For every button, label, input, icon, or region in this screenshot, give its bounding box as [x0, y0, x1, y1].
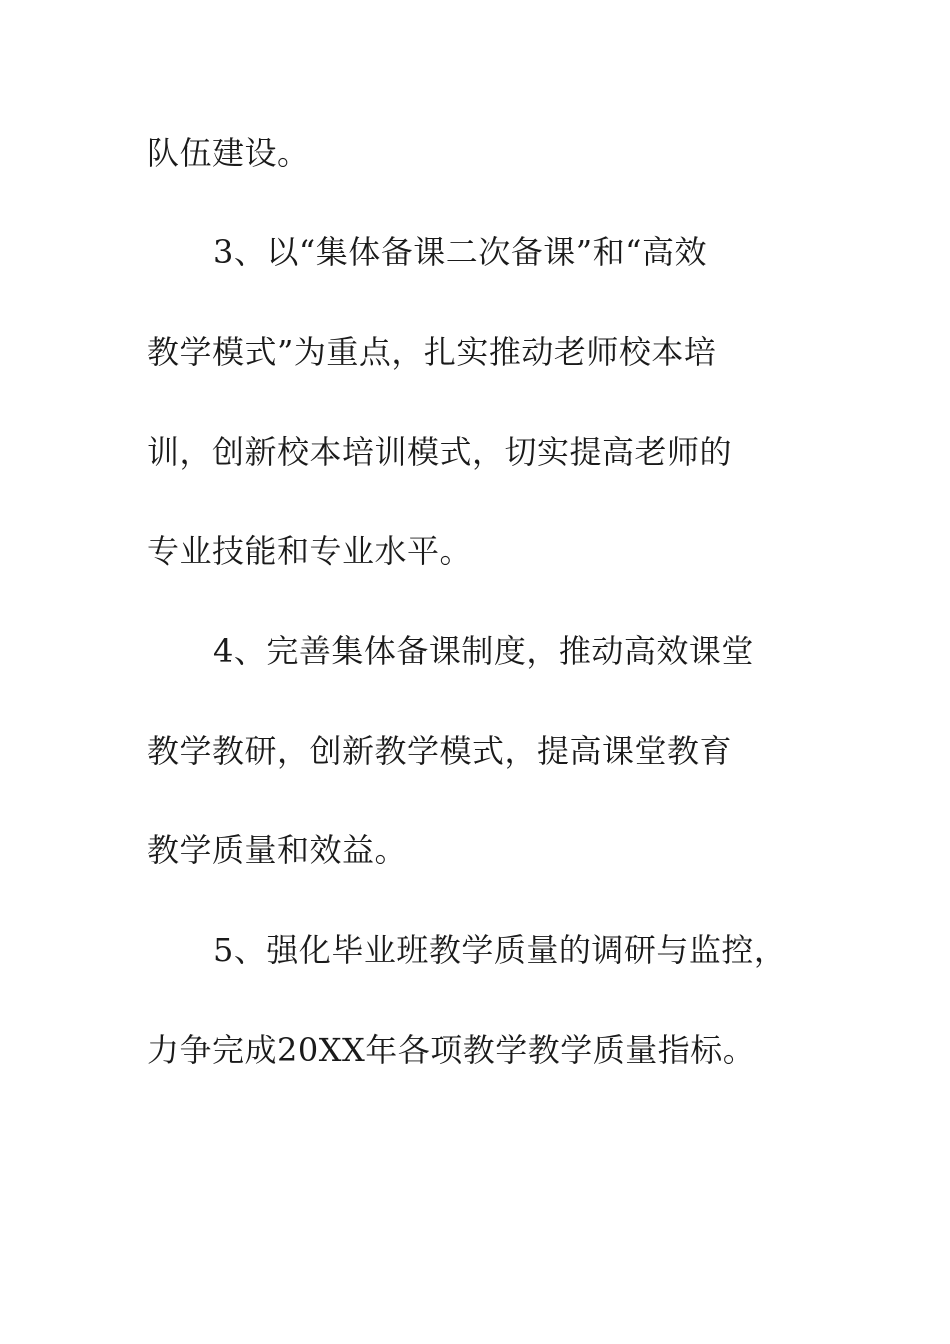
text-line-6: 4、完善集体备课制度，推动高效课堂: [213, 632, 754, 670]
text-line-1: 队伍建设。: [147, 134, 310, 172]
text-line-9: 5、强化毕业班教学质量的调研与监控，: [213, 931, 787, 969]
text-line-8: 教学质量和效益。: [147, 831, 408, 869]
text-line-4: 训，创新校本培训模式，切实提高老师的: [147, 433, 733, 471]
text-line-7: 教学教研，创新教学模式，提高课堂教育: [147, 732, 733, 770]
text-line-10: 力争完成20XX年各项教学教学质量指标。: [147, 1031, 756, 1069]
text-line-2: 3、以“集体备课二次备课”和“高效: [213, 233, 707, 271]
text-line-5: 专业技能和专业水平。: [147, 532, 473, 570]
text-line-3: 教学模式”为重点，扎实推动老师校本培: [147, 333, 717, 371]
